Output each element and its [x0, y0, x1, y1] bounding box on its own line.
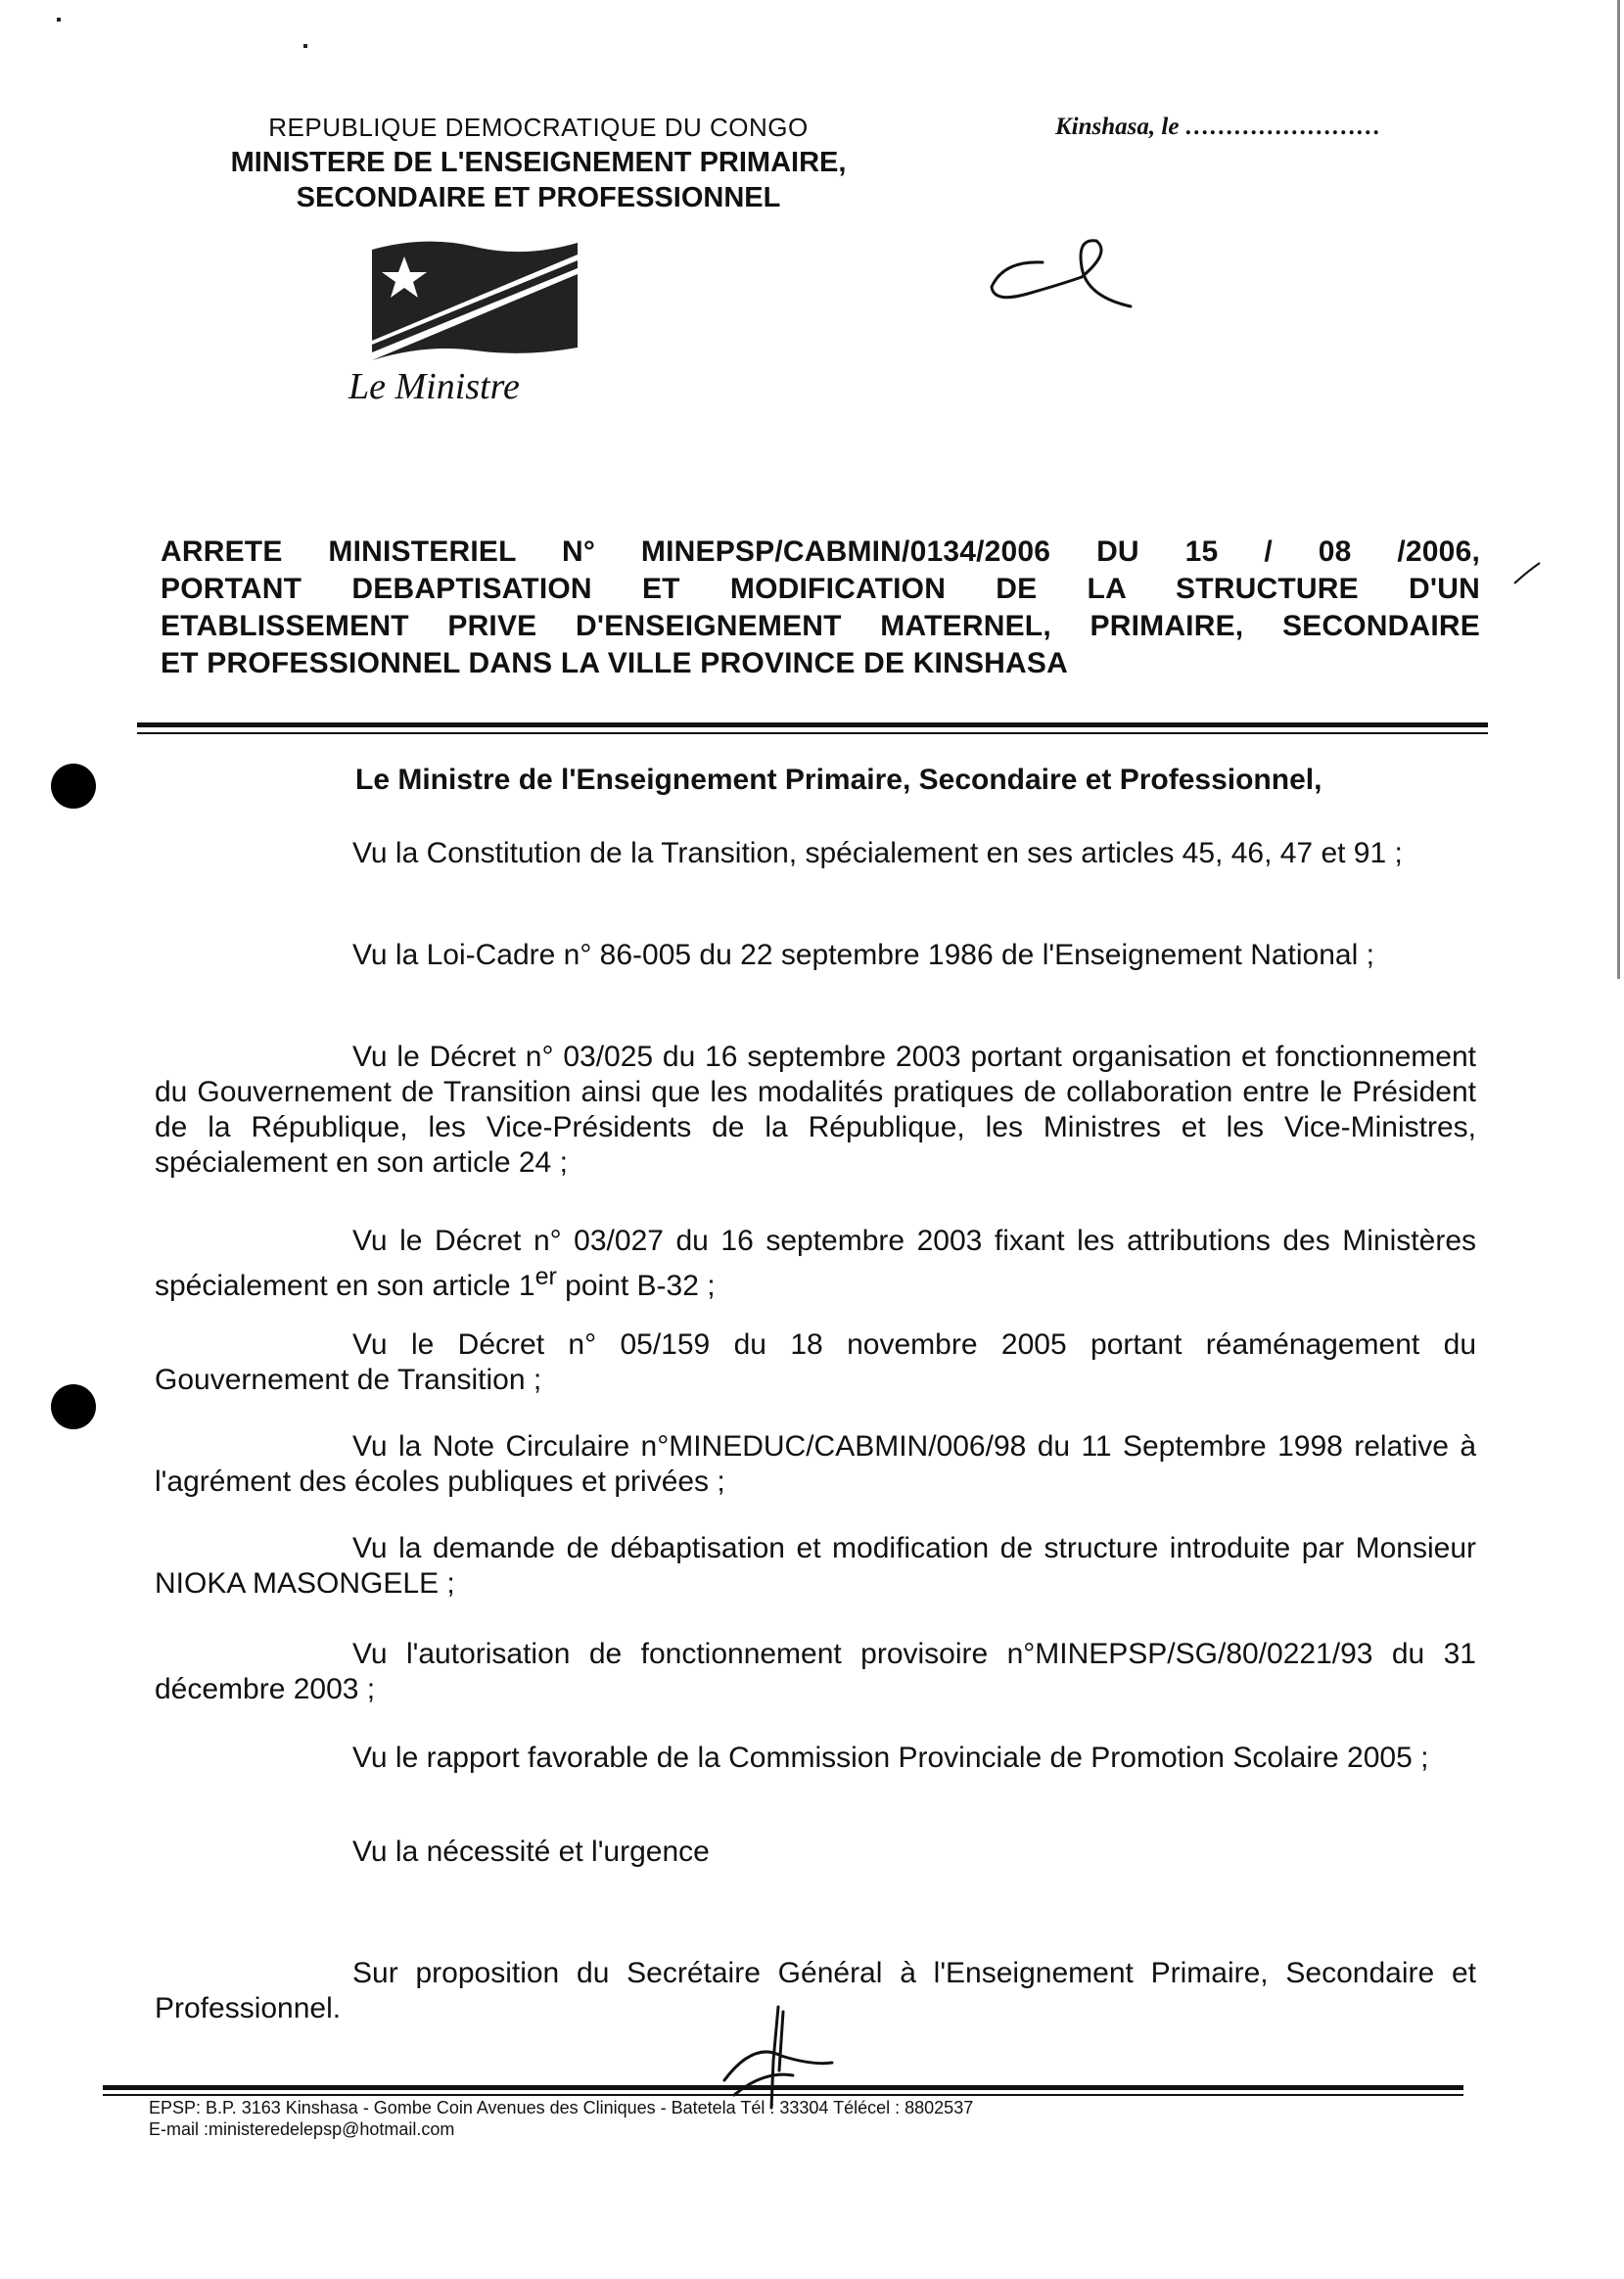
minister-title: Le Ministre [348, 366, 520, 407]
scan-edge-line [1617, 0, 1620, 979]
preamble-paragraph: Vu le Décret n° 05/159 du 18 novembre 2005 portant réaménagement du Gouvernement de Transition ; [155, 1328, 1476, 1396]
scan-speck [303, 44, 307, 48]
preamble-paragraph: Sur proposition du Secrétaire Général à l'Enseignement Primaire, Secondaire et Professionnel. [155, 1957, 1476, 2024]
footer [149, 2097, 1323, 2140]
country-name: REPUBLIQUE DEMOCRATIQUE DU CONGO [268, 113, 809, 142]
paragraph-start: Vu le Décret n° 03/027 du 16 septembre 2003 fixant les attributions des Ministères spécialement en son article 1 [155, 1225, 1476, 1302]
title-divider-thick [137, 722, 1488, 727]
decree-title [161, 534, 1480, 682]
superscript-er: er [534, 1263, 557, 1290]
minister-heading: Le Ministre de l'Enseignement Primaire, Secondaire et Professionnel, [355, 764, 1322, 796]
handwritten-initial [984, 233, 1150, 321]
margin-tick-mark [1512, 560, 1542, 587]
paragraph-end: point B-32 ; [556, 1270, 716, 1302]
punch-hole-bottom [51, 1384, 96, 1429]
footer-divider-thin [103, 2094, 1463, 2096]
footer-address: EPSP: B.P. 3163 Kinshasa - Gombe Coin Avenues des Cliniques - Batetela Tél : 33304 Télécel : 8802537 [149, 2098, 974, 2117]
preamble-paragraph: Vu la Note Circulaire n°MINEDUC/CABMIN/006/98 du 11 Septembre 1998 relative à l'agrément des écoles publiques et privées ; [155, 1430, 1476, 1498]
ministry-header [186, 110, 891, 215]
title-divider-thin [137, 732, 1488, 734]
preamble-paragraph: Vu la nécessité et l'urgence [352, 1836, 710, 1868]
footer-divider-thick [103, 2085, 1463, 2090]
decree-title-line1: ARRETE MINISTERIEL N° MINEPSP/CABMIN/0134/2006 DU 15 / 08 /2006, [161, 535, 1480, 568]
preamble-paragraph: Vu la Constitution de la Transition, spécialement en ses articles 45, 46, 47 et 91 ; [352, 837, 1403, 869]
preamble-paragraph: Vu le rapport favorable de la Commission Provinciale de Promotion Scolaire 2005 ; [352, 1742, 1429, 1774]
preamble-paragraph: Vu l'autorisation de fonctionnement provisoire n°MINEPSP/SG/80/0221/93 du 31 décembre 2003 ; [155, 1638, 1476, 1705]
scan-speck [57, 18, 61, 22]
flag-emblem [367, 235, 582, 367]
decree-title-line3: ETABLISSEMENT PRIVE D'ENSEIGNEMENT MATERNEL, PRIMAIRE, SECONDAIRE [161, 610, 1480, 642]
decree-title-line2: PORTANT DEBAPTISATION ET MODIFICATION DE LA STRUCTURE D'UN [161, 573, 1480, 605]
footer-email: E-mail :ministeredelepsp@hotmail.com [149, 2119, 455, 2139]
preamble-paragraph: Vu le Décret n° 03/025 du 16 septembre 2003 portant organisation et fonctionnement du Gouvernement de Transition ainsi que les modalités pratiques de collaboration entre le Président de la République, les Vice-Présidents de la République, les Ministres et les Vice-Ministres, spécialement en son article 24 ; [155, 1041, 1476, 1179]
ministry-name-line2: SECONDAIRE ET PROFESSIONNEL [296, 182, 781, 213]
decree-title-line4: ET PROFESSIONNEL DANS LA VILLE PROVINCE DE KINSHASA [161, 647, 1068, 679]
ministry-name-line1: MINISTERE DE L'ENSEIGNEMENT PRIMAIRE, [230, 147, 847, 178]
preamble-paragraph [155, 1224, 1476, 1304]
punch-hole-top [51, 764, 96, 809]
date-line: Kinshasa, le …………………… [1055, 114, 1381, 140]
preamble-paragraph: Vu la demande de débaptisation et modification de structure introduite par Monsieur NIOKA MASONGELE ; [155, 1532, 1476, 1600]
preamble-paragraph: Vu la Loi-Cadre n° 86-005 du 22 septembre 1986 de l'Enseignement National ; [352, 939, 1374, 971]
